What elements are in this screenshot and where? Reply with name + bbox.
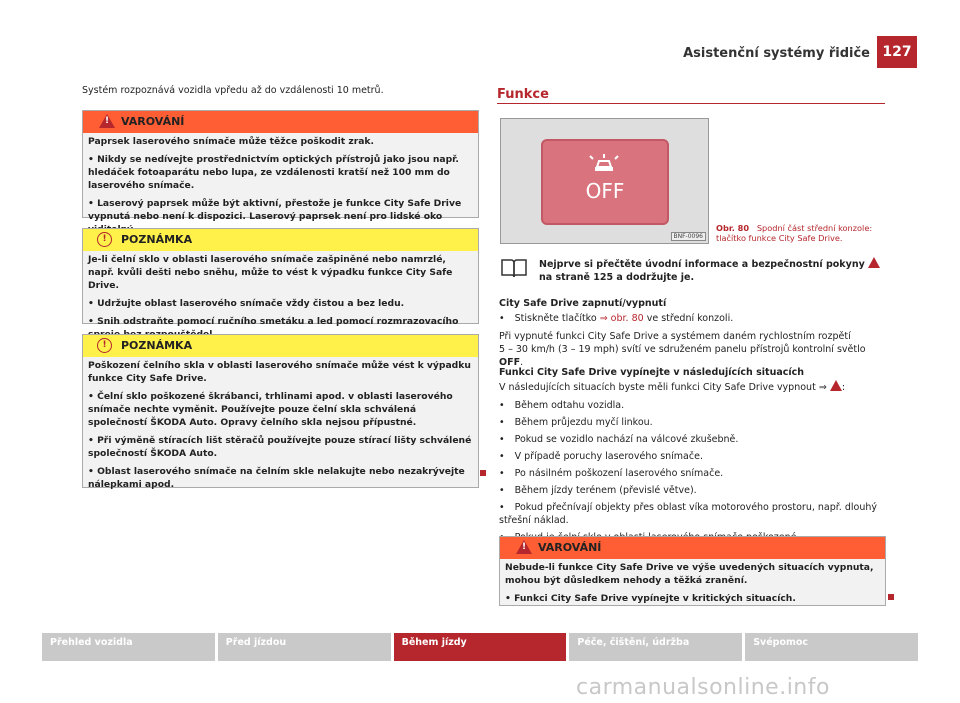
note-paragraph: • Udržujte oblast laserového snímače vždy čistou a bez ledu. <box>88 298 405 309</box>
figure-number: Obr. 80 <box>716 223 750 233</box>
note-paragraph: Je-li čelní sklo v oblasti laserového snímače zašpiněné nebo namrzlé, např. kvůli dešti nebo sněhu, může to vést k výpadku funkce City Safe Drive. <box>88 254 453 291</box>
warning-header <box>500 537 885 559</box>
tab-pece-cisteni-udrzba[interactable]: Péče, čištění, údržba <box>569 633 742 661</box>
note-paragraph: • Čelní sklo poškozené škrábanci, trhlinami apod. v oblasti laserového snímače nechte vyměnit. Používejte pouze čelní skla schválená společností ŠKODA Auto. Opravy čelního skla nejsou přípustné. <box>88 391 453 428</box>
warning-icon <box>99 114 115 128</box>
warning-paragraph: • Nikdy se nedívejte prostřednictvím optických přístrojů jako jsou např. hledáček fotoaparátu nebo lupa, ze vzdálenosti kratší než 100 mm do laserového snímače. <box>88 154 459 191</box>
intro-text: Systém rozpoznává vozidla vpředu až do vzdálenosti 10 metrů. <box>82 85 384 96</box>
note-paragraph: • Snih odstraňte pomocí ručního smetáku a led pomocí rozmrazovacího <box>88 316 459 327</box>
off-indicator-icon: OFF <box>499 357 521 368</box>
warning-paragraph: • Funkci City Safe Drive vypínejte v kritických situacích. <box>505 593 796 604</box>
list-item: • Po násilném poškození laserového snímače. <box>499 467 884 480</box>
figure-city-safe-drive-button <box>500 118 709 244</box>
note-header <box>83 335 478 357</box>
warning-icon <box>516 540 532 554</box>
paragraph: Při vypnuté funkci City Safe Drive a systémem daném rychlostním rozpětí 5 – 30 km/h (3 – 19 mph) svítí ve sdruženém panelu přístrojů kontrolní světlo OFF. <box>499 331 866 368</box>
tab-svepomoc[interactable]: Svépomoc <box>745 633 918 661</box>
book-icon <box>500 257 528 279</box>
car-collision-icon <box>589 153 619 175</box>
paragraph: V následujících situacích byste měli funkci City Safe Drive vypnout ⇒ : <box>499 382 846 393</box>
warning-box <box>82 110 479 222</box>
warning-box <box>499 536 886 606</box>
note-paragraph: Poškození čelního skla v oblasti laserového snímače může vést k výpadku funkce City Safe Drive. <box>88 360 471 384</box>
list-item: • Během odtahu vozidla. <box>499 399 884 412</box>
warning-paragraph: Nebude-li funkce City Safe Drive ve výše uvedených situacích vypnuta, mohou být důsledkem nehody a těžká zranění. <box>505 562 874 586</box>
note-paragraph: • Oblast laserového snímače na čelním skle nelakujte nebo nezakrývejte nálepkami apod. <box>88 466 465 490</box>
figure-caption-text: Spodní část střední konzole: tlačítko funkce City Safe Drive. <box>716 223 873 243</box>
list-item: • Pokud přečnívají objekty přes oblast víka motorového prostoru, např. dlouhý střešní náklad. <box>499 501 884 527</box>
warning-title: VAROVÁNÍ <box>121 115 185 128</box>
section-title: Funkce <box>497 87 549 102</box>
section-end-mark <box>480 470 486 476</box>
city-safe-drive-button <box>541 139 669 225</box>
warning-paragraph: • Laserový paprsek může být aktivní, přestože je funkce City Safe Drive vypnutá nebo není k dispozici. Laserový paprsek není pro lidské oko <box>88 198 462 222</box>
list-item: • V případě poruchy laserového snímače. <box>499 450 884 463</box>
warning-paragraph: Paprsek laserového snímače může těžce poškodit zrak. <box>88 136 375 147</box>
footer-nav <box>42 633 918 661</box>
note-title: POZNÁMKA <box>121 233 193 246</box>
section-end-mark <box>888 594 894 600</box>
chapter-title: Asistenční systémy řidiče <box>683 46 870 61</box>
figure-caption <box>716 223 896 243</box>
read-first-notice: Nejprve si přečtěte úvodní informace a bezpečnostní pokyny na straně 125 a dodržujte je. <box>539 257 884 284</box>
heading-situations: Funkci City Safe Drive vypínejte v následujících situacích <box>499 367 805 378</box>
heading-on-off: City Safe Drive zapnutí/vypnutí <box>499 298 667 309</box>
warning-title: VAROVÁNÍ <box>538 541 602 554</box>
list-item: • Během jízdy terénem (převislé větve). <box>499 484 884 497</box>
tab-prehled-vozidla[interactable]: Přehled vozidla <box>42 633 215 661</box>
warning-icon <box>868 257 880 268</box>
note-paragraph: • Při výměně stíracích lišt stěračů používejte pouze stírací lišty schválené společností ŠKODA Auto. <box>88 435 472 459</box>
info-icon: ! <box>97 232 112 247</box>
off-label: OFF <box>585 179 625 203</box>
note-header <box>83 229 478 251</box>
list-item: • Pokud se vozidlo nachází na válcové zkušebně. <box>499 433 884 446</box>
list-item: • Stiskněte tlačítko ⇒ obr. 80 ve střední konzoli. <box>499 312 884 325</box>
figure-code: BNF-0096 <box>671 232 707 241</box>
tab-behem-jizdy[interactable]: Během jízdy <box>394 633 567 661</box>
note-box <box>82 228 479 327</box>
note-title: POZNÁMKA <box>121 339 193 352</box>
watermark: carmanualsonline.info <box>576 675 830 700</box>
figure-link[interactable]: ⇒ obr. 80 <box>599 313 644 324</box>
warning-icon <box>830 380 842 391</box>
section-divider <box>497 103 885 104</box>
note-box <box>82 334 479 488</box>
tab-pred-jizdou[interactable]: Před jízdou <box>218 633 391 661</box>
info-icon: ! <box>97 338 112 353</box>
warning-header <box>83 111 478 133</box>
page-number: 127 <box>877 36 917 68</box>
list-item: • Během průjezdu myčí linkou. <box>499 416 884 429</box>
